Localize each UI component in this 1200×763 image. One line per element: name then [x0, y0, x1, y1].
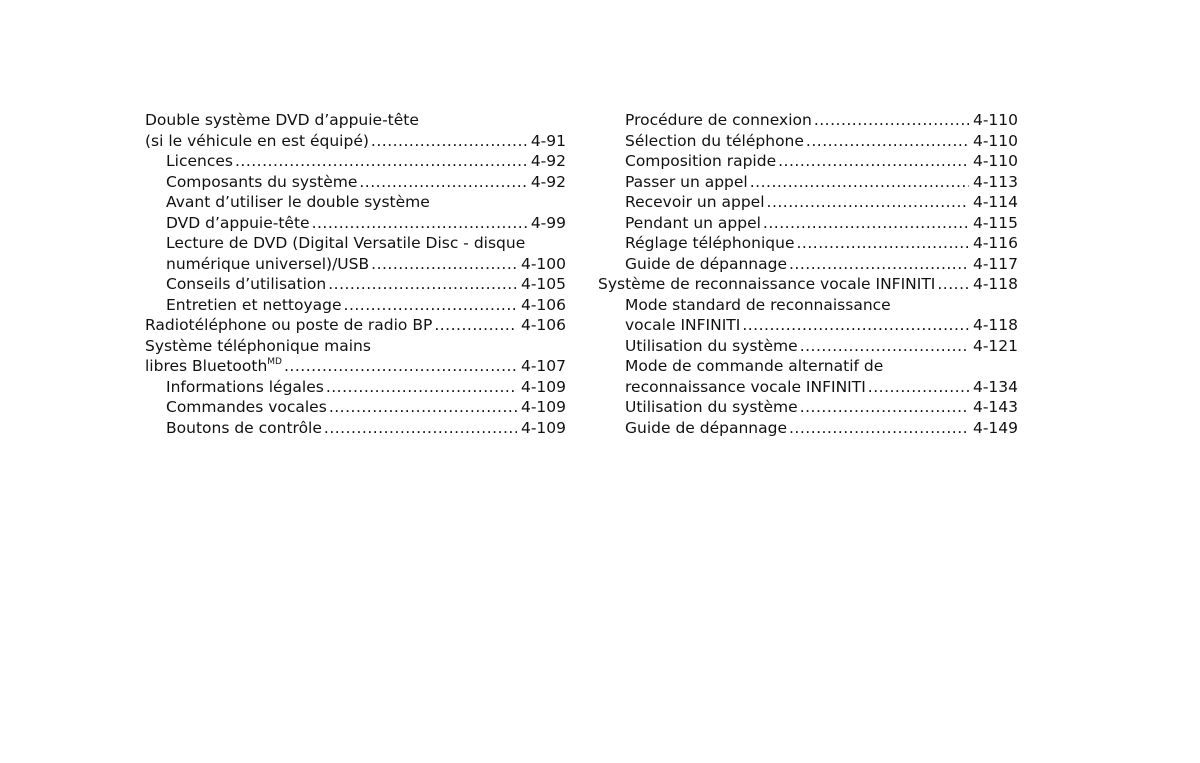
- toc-page-number: 4-99: [530, 213, 566, 232]
- dot-leader: [937, 274, 969, 295]
- dot-leader: [371, 131, 527, 152]
- dot-leader: [324, 418, 517, 439]
- toc-page-number: 4-118: [972, 316, 1018, 334]
- toc-entry[interactable]: [598, 192, 1018, 213]
- toc-entry-title: [145, 356, 282, 377]
- toc-entry[interactable]: [145, 110, 566, 151]
- dot-leader: [800, 336, 969, 357]
- dot-leader: [750, 172, 969, 193]
- toc-entry[interactable]: [598, 151, 1018, 172]
- toc-entry[interactable]: [145, 192, 566, 233]
- dot-leader: [312, 213, 527, 234]
- toc-entry-title: Guide de dépannage: [625, 254, 787, 273]
- toc-entry[interactable]: [598, 110, 1018, 131]
- toc-entry[interactable]: [598, 336, 1018, 357]
- toc-entry-title: DVD d’appuie-tête: [166, 213, 310, 232]
- toc-entry-title: Recevoir un appel: [625, 193, 765, 211]
- dot-leader: [868, 377, 969, 398]
- toc-entry-title: Radiotéléphone ou poste de radio BP: [145, 316, 433, 334]
- toc-entry-title: Procédure de connexion: [625, 111, 812, 129]
- toc-page-number: 4-109: [520, 398, 566, 416]
- toc-entry[interactable]: [598, 274, 1018, 295]
- toc-page-number: 4-116: [972, 234, 1018, 252]
- dot-leader: [800, 397, 969, 418]
- toc-page-number: 4-106: [520, 295, 566, 314]
- toc-page-number: 4-149: [972, 418, 1018, 437]
- toc-entry-first-line: Double système DVD d’appuie-tête: [145, 111, 419, 129]
- dot-leader: [344, 295, 517, 316]
- toc-entry-title: (si le véhicule en est équipé): [145, 131, 369, 150]
- dot-leader: [797, 233, 969, 254]
- toc-entry-title: Utilisation du système: [625, 336, 798, 355]
- toc-entry[interactable]: [145, 172, 566, 193]
- toc-page-number: 4-107: [520, 357, 566, 375]
- toc-entry-first-line: Lecture de DVD (Digital Versatile Disc - disque: [166, 234, 526, 252]
- toc-entry[interactable]: [598, 356, 1018, 397]
- toc-page-number: 4-106: [520, 316, 566, 334]
- toc-page-number: 4-121: [972, 336, 1018, 355]
- toc-page-number: 4-117: [972, 254, 1018, 273]
- toc-entry[interactable]: [145, 336, 566, 377]
- dot-leader: [326, 377, 517, 398]
- toc-entry[interactable]: [145, 295, 566, 316]
- dot-leader: [814, 110, 969, 131]
- toc-entry-title: Guide de dépannage: [625, 418, 787, 437]
- toc-entry[interactable]: [598, 233, 1018, 254]
- toc-entry-title: Boutons de contrôle: [166, 418, 322, 437]
- toc-page-number: 4-91: [530, 131, 566, 150]
- toc-entry-first-line: Mode standard de reconnaissance: [625, 295, 891, 314]
- toc-entry[interactable]: [598, 172, 1018, 193]
- toc-entry-title: reconnaissance vocale INFINITI: [625, 377, 866, 396]
- toc-entry[interactable]: [145, 315, 566, 336]
- toc-entry-title: Conseils d’utilisation: [166, 275, 327, 293]
- toc-entry-title: Commandes vocales: [166, 398, 327, 416]
- toc-page-number: 4-115: [972, 213, 1018, 232]
- toc-entry[interactable]: [598, 131, 1018, 152]
- dot-leader: [778, 151, 969, 172]
- toc-page-number: 4-92: [530, 152, 566, 170]
- dot-leader: [742, 315, 969, 336]
- trademark-superscript: MD: [267, 357, 282, 367]
- toc-page-number: 4-110: [972, 111, 1018, 129]
- toc-page-number: 4-110: [972, 131, 1018, 150]
- toc-entry[interactable]: [145, 377, 566, 398]
- toc-entry-title: Composants du système: [166, 172, 358, 191]
- toc-entry-title: Informations légales: [166, 377, 324, 396]
- toc-entry-title: Utilisation du système: [625, 398, 798, 416]
- toc-entry-title: Réglage téléphonique: [625, 234, 795, 252]
- toc-entry-title: numérique universel)/USB: [166, 254, 370, 273]
- dot-leader: [767, 192, 969, 213]
- toc-page-number: 4-105: [520, 275, 566, 293]
- toc-entry-title: vocale INFINITI: [625, 316, 741, 334]
- toc-entry-title: Entretien et nettoyage: [166, 295, 342, 314]
- dot-leader: [329, 397, 517, 418]
- toc-entry-first-line: Mode de commande alternatif de: [625, 357, 884, 375]
- toc-entry-title-text: libres Bluetooth: [145, 357, 268, 375]
- toc-entry[interactable]: [598, 295, 1018, 336]
- dot-leader: [284, 356, 517, 377]
- dot-leader: [789, 254, 969, 275]
- toc-page-number: 4-118: [972, 275, 1018, 293]
- toc-page-number: 4-134: [972, 377, 1018, 396]
- toc-column-right: [598, 110, 1018, 438]
- toc-entry-title: Pendant un appel: [625, 213, 761, 232]
- toc-page-number: 4-92: [530, 172, 566, 191]
- toc-entry[interactable]: [598, 418, 1018, 439]
- toc-entry-title: Sélection du téléphone: [625, 131, 804, 150]
- toc-page-number: 4-143: [972, 398, 1018, 416]
- toc-entry[interactable]: [145, 233, 566, 274]
- toc-entry-title: Composition rapide: [625, 152, 777, 170]
- toc-page-number: 4-110: [972, 152, 1018, 170]
- dot-leader: [789, 418, 969, 439]
- toc-entry[interactable]: [145, 274, 566, 295]
- dot-leader: [359, 172, 526, 193]
- toc-entry[interactable]: [145, 151, 566, 172]
- toc-entry-title: Système de reconnaissance vocale INFINITI: [598, 275, 936, 293]
- toc-page-number: 4-113: [972, 172, 1018, 191]
- dot-leader: [235, 151, 527, 172]
- toc-entry-first-line: Système téléphonique mains: [145, 336, 371, 355]
- toc-page-number: 4-100: [520, 254, 566, 273]
- toc-entry-title: Passer un appel: [625, 172, 748, 191]
- toc-entry[interactable]: [598, 213, 1018, 234]
- toc-page-number: 4-114: [972, 193, 1018, 211]
- toc-entry-first-line: Avant d’utiliser le double système: [166, 193, 430, 211]
- toc-page-number: 4-109: [520, 418, 566, 437]
- toc-column-left: [145, 110, 566, 438]
- toc-entry[interactable]: [145, 418, 566, 439]
- dot-leader: [434, 315, 517, 336]
- toc-entry[interactable]: [598, 397, 1018, 418]
- dot-leader: [371, 254, 517, 275]
- dot-leader: [328, 274, 517, 295]
- toc-page-number: 4-109: [520, 377, 566, 396]
- toc-entry[interactable]: [598, 254, 1018, 275]
- dot-leader: [763, 213, 969, 234]
- toc-entry-title: Licences: [166, 152, 233, 170]
- toc-entry[interactable]: [145, 397, 566, 418]
- dot-leader: [806, 131, 969, 152]
